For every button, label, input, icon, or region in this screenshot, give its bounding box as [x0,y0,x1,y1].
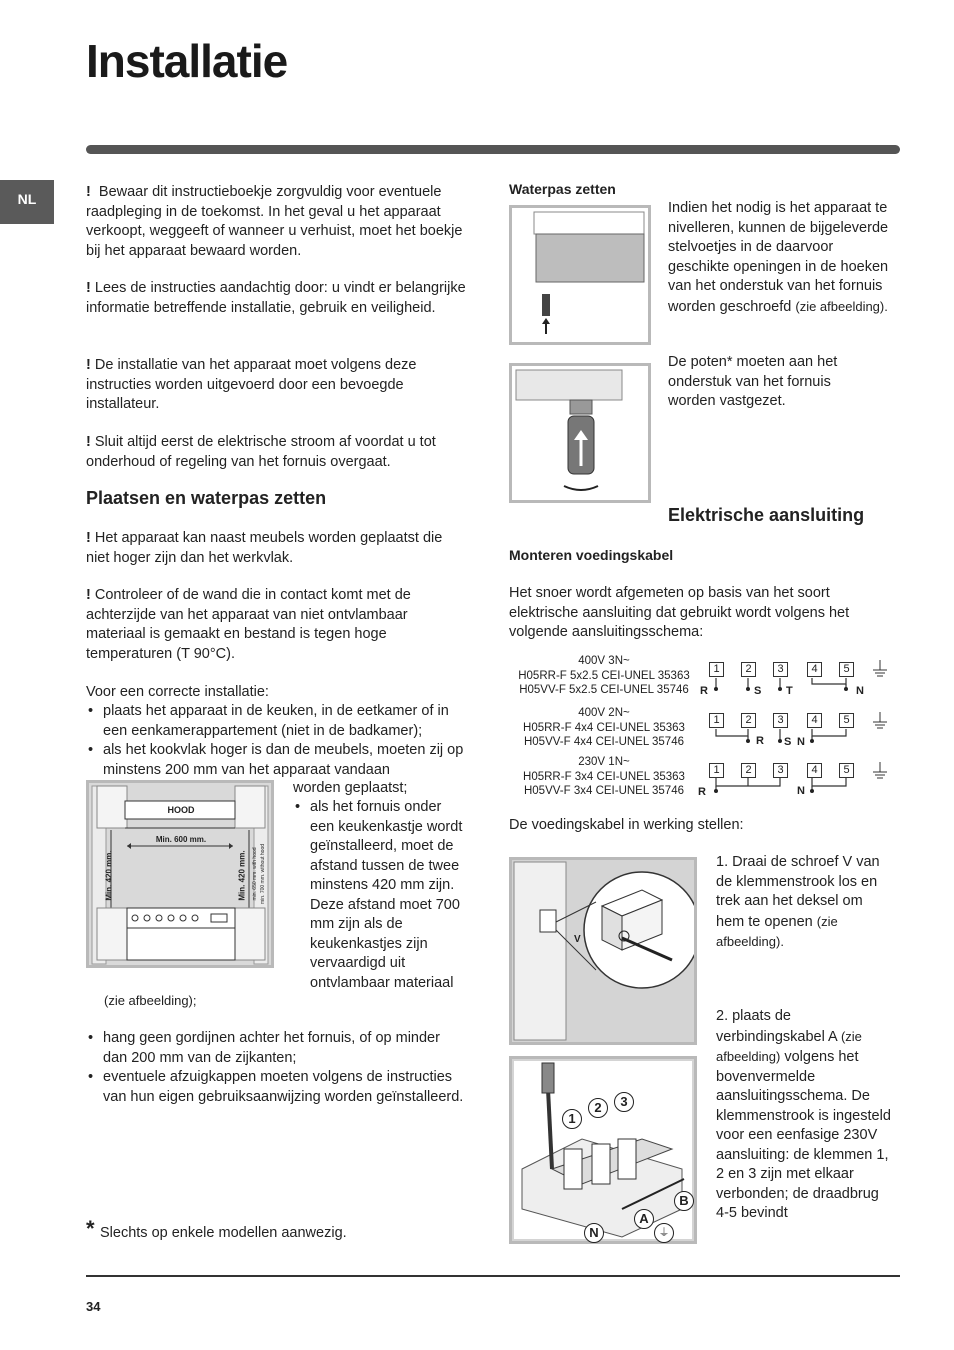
wiring-row-3-cable [506,755,702,799]
install-bullets-wrapped [293,798,463,993]
label-t: T [786,685,793,697]
label-n: N [797,736,805,748]
leveling-figure-2 [509,363,651,503]
correct-install-intro: Voor een correcte installatie: [86,684,269,700]
footnote-text: Slechts op enkele modellen aanwezig. [100,1225,347,1241]
waterpas-heading: Waterpas zetten [509,181,616,197]
terminal-block-figure-1 [509,857,697,1045]
language-tab: NL [0,180,54,224]
hood-label: HOOD [167,805,195,815]
intro-paragraph-3: ! De installatie van het apparaat moet volgens deze instructies worden uitgevoerd door een bevoegde installateur. [86,357,417,412]
wiring-row-1-cable [506,654,702,698]
page-number: 34 [86,1299,101,1314]
werking-text: De voedingskabel in werking stellen: [509,817,744,833]
terminal-5: 5 [839,713,854,728]
wiring-row-3-voltage: 230V 1N~ [578,756,630,768]
intro-paragraph-1: ! Bewaar dit instructieboekje zorgvuldig voor eventuele raadpleging in de toekomst. In het geval u het apparaat verkoopt, weggeeft of wanneer u verhuist, moet het boekje bij het apparaat bewaard worden. [86,184,463,259]
wiring-row-1-cable-vv: H05VV-F 5x2.5 CEI-UNEL 35746 [519,684,689,696]
terminal-2: 2 [741,662,756,677]
wiring-row-3-cable-vv: H05VV-F 3x4 CEI-UNEL 35746 [523,785,684,797]
wiring-row-2-voltage: 400V 2N~ [578,707,630,719]
label-r: R [700,685,708,697]
terminal-2: 2 [741,763,756,778]
callout-2: 2 [588,1098,608,1118]
title-divider [86,145,900,154]
label-r: R [756,735,764,747]
bullet-under-cabinet: • als het fornuis onder een keukenkastje wordt geïnstalleerd, moet de afstand tussen de twee minstens 420 mm zijn. Deze afstand moet 700 mm zijn als de keukenkastjes zijn vervaardigd uit ontvlambaar materiaal [293,798,463,993]
callout-a: A [634,1209,654,1229]
wiring-row-2-cable-rr: H05RR-F 4x4 CEI-UNEL 35363 [523,721,685,734]
min-420-left-label: Min. 420 mm. [104,850,114,901]
step-1-text: 1. Draai de schroef V van de klemmenstrook los en trek aan het deksel om hem te openen (zie afbeelding). [716,854,880,949]
warning-wall: ! Controleer of de wand die in contact komt met de achterzijde van het apparaat van niet ontvlambaar materiaal is gemaakt en bestand is tegen hoge temperaturen (T 90°C). [86,587,411,662]
min-600-label: Min. 600 mm. [155,835,207,844]
callout-b: B [674,1191,694,1211]
terminal-3: 3 [773,713,788,728]
terminal-4: 4 [807,763,822,778]
step-2-text: 2. plaats de verbindingskabel A (zie afbeelding) volgens het bovenvermelde aansluitingsschema. De klemmenstrook is ingesteld voor een eenfasige 230V aansluiting: de klemmen 1, 2 en 3 zijn met elkaar verbonden; de draadbrug 4-5 bevindt [716,1008,891,1221]
terminal-1: 1 [709,713,724,728]
min-700-label: min. 700 mm. without hood [260,843,266,905]
terminal-5: 5 [839,763,854,778]
install-bullets-bottom [86,1029,466,1107]
terminal-1: 1 [709,763,724,778]
terminal-block-figure-2 [509,1056,697,1244]
callout-n: N [584,1223,604,1243]
callout-1: 1 [562,1109,582,1129]
terminal-3: 3 [773,662,788,677]
terminal-3: 3 [773,763,788,778]
label-r: R [698,786,706,798]
min-650-label: min. 650 mm. with hood [252,847,258,901]
label-n: N [797,785,805,797]
ground-icon: ⏚ [654,1223,674,1243]
install-bullets-top [86,702,466,780]
terminal-5: 5 [839,662,854,677]
terminal-2: 2 [741,713,756,728]
wiring-row-2-cable [506,706,702,750]
intro-paragraph-4: ! Sluit altijd eerst de elektrische stroom af voordat u tot onderhoud of regeling van het fornuis overgaat. [86,434,436,470]
footnote-star: * [86,1216,95,1241]
poten-text: De poten* moeten aan het onderstuk van het fornuis worden vastgezet. [668,354,838,409]
callout-3: 3 [614,1092,634,1112]
zie-afbeelding-left: (zie afbeelding); [104,993,197,1008]
elec-heading: Elektrische aansluiting [668,505,865,525]
terminal-1: 1 [709,662,724,677]
bullet-cooktop-height-end: worden geplaatst; [293,780,408,796]
label-n: N [856,685,864,697]
leveling-figure-1 [509,205,651,345]
terminal-4: 4 [807,662,822,677]
wiring-row-2-cable-vv: H05VV-F 4x4 CEI-UNEL 35746 [523,736,684,748]
page-title: Installatie [86,35,288,87]
bullet-kitchen: • plaats het apparaat in de keuken, in de eetkamer of in een eenkamerappartement (niet in de badkamer); [86,702,466,741]
terminal-4: 4 [807,713,822,728]
bullet-hoods: • eventuele afzuigkappen moeten volgens de instructies van hun eigen gebruiksaanwijzing worden geïnstalleerd. [86,1068,466,1107]
screw-v-label: V [574,934,581,945]
section-heading-plaatsen: Plaatsen en waterpas zetten [86,488,327,508]
wiring-row-1-voltage: 400V 3N~ [578,655,630,667]
wiring-row-1-cable-rr: H05RR-F 5x2.5 CEI-UNEL 35363 [518,669,690,682]
warning-furniture: ! Het apparaat kan naast meubels worden geplaatst die niet hoger zijn dan het werkvlak. [86,530,443,566]
monteren-heading: Monteren voedingskabel [509,547,674,563]
wiring-row-3-cable-rr: H05RR-F 3x4 CEI-UNEL 35363 [523,770,685,783]
intro-paragraph-2: ! Lees de instructies aandachtig door: u vindt er belangrijke informatie betreffende installatie, gebruik en veiligheid. [86,280,466,316]
label-s: S [784,736,792,748]
snoer-text: Het snoer wordt afgemeten op basis van het soort elektrische aansluiting dat gebruikt wordt volgens het volgende aansluitingsschema: [509,585,850,640]
hood-clearance-figure [86,780,274,968]
label-s: S [754,685,762,697]
footer-divider [86,1275,900,1277]
waterpas-text: Indien het nodig is het apparaat te nivelleren, kunnen de bijgeleverde stelvoetjes in de daarvoor geschikte openingen in de hoeken van het onderstuk van het fornuis worden geschroefd (zie afbeelding). [668,200,889,315]
bullet-cooktop-height: • als het kookvlak hoger is dan de meubels, moeten zij op minstens 200 mm van het apparaat vandaan [86,741,466,780]
bullet-curtains: • hang geen gordijnen achter het fornuis, of op minder dan 200 mm van de zijkanten; [86,1029,466,1068]
min-420-right-label: Min. 420 mm. [237,850,247,901]
